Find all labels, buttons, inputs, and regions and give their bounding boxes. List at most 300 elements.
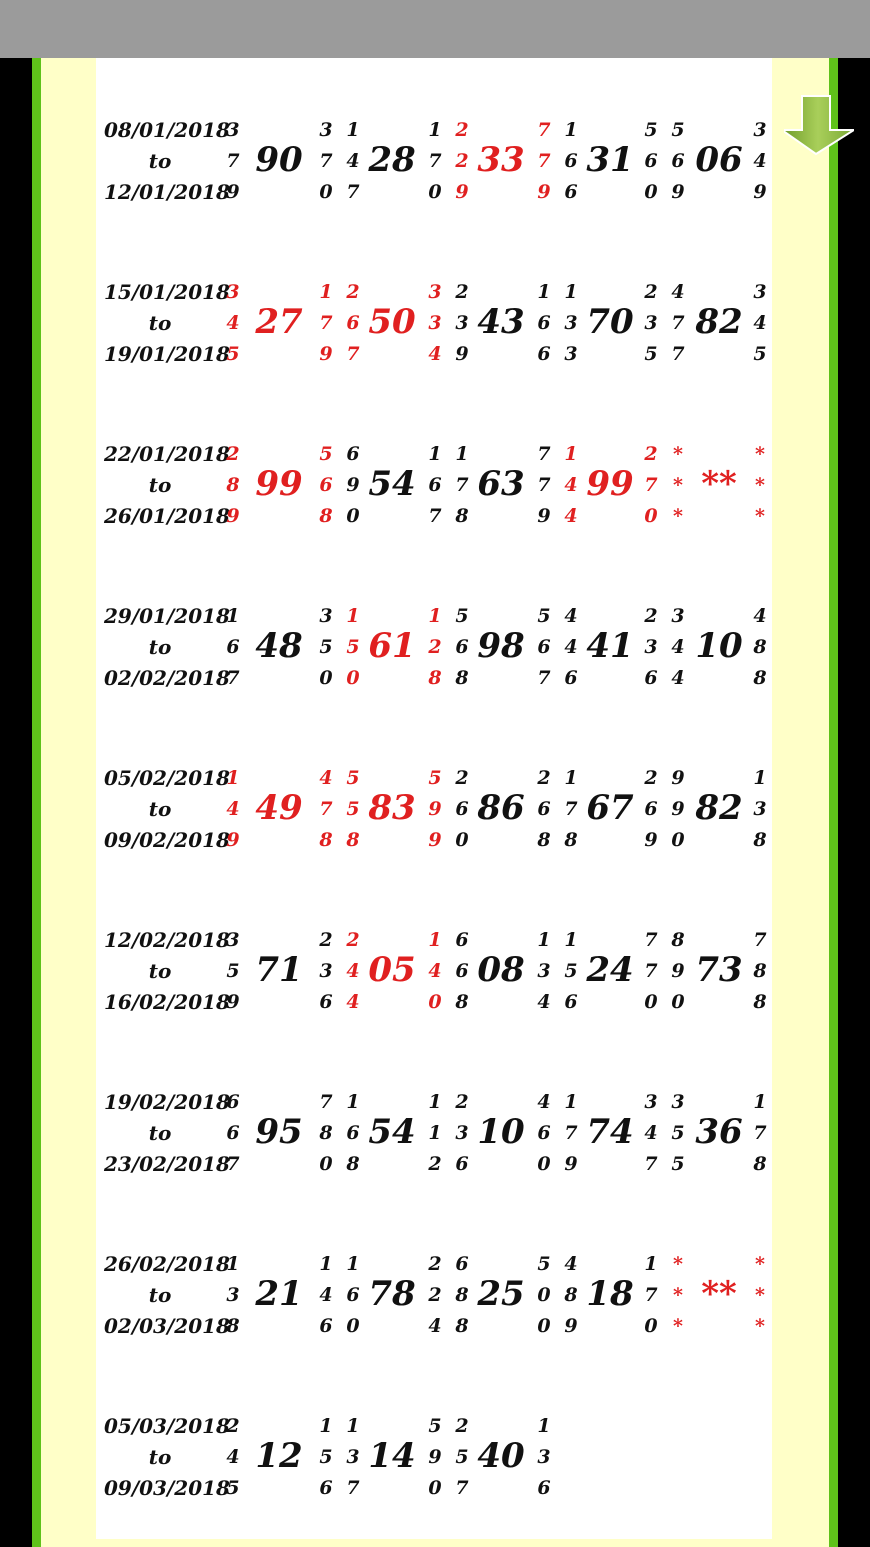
panna-digit: * [755,474,765,496]
panna-digit: 1 [428,605,442,627]
panna-digit: 4 [671,636,685,658]
panna-digit: 2 [455,767,469,789]
panna-digit: 4 [226,798,240,820]
date-to-label: to [148,797,172,821]
panna-digit: 4 [226,1446,240,1468]
jodi-number: 71 [255,950,303,990]
panna-digit: 9 [537,181,551,203]
panna-digit: 0 [428,1477,442,1499]
panna-digit: 7 [319,798,333,820]
panna-digit: 7 [226,667,240,689]
panna-digit: 6 [428,474,442,496]
panna-digit: 5 [753,343,767,365]
panna-digit: 4 [226,312,240,334]
panna-digit: 5 [428,767,442,789]
panna-digit: 6 [455,798,469,820]
panna-digit: 9 [753,181,767,203]
panna-digit: 2 [455,281,469,303]
panna-digit: 8 [753,636,767,658]
right-border [829,58,838,1547]
panna-digit: 8 [455,505,469,527]
panna-digit: 5 [346,767,360,789]
panna-digit: 6 [455,929,469,951]
date-to: 02/03/2018 [104,1314,230,1338]
jodi-number: 21 [255,1274,303,1314]
panna-digit: 3 [537,960,551,982]
panna-digit: 8 [455,667,469,689]
panna-digit: 2 [346,281,360,303]
jodi-number: 31 [586,140,634,180]
panna-digit: 3 [564,343,578,365]
panna-digit: 4 [564,605,578,627]
date-to-label: to [148,149,172,173]
panna-digit: * [673,1253,683,1275]
scroll-down-button[interactable] [784,94,854,156]
panna-digit: 3 [537,1446,551,1468]
date-from: 05/02/2018 [104,766,230,790]
jodi-number: 33 [477,140,525,180]
panna-digit: 7 [644,1284,658,1306]
date-to-label: to [148,1283,172,1307]
panna-digit: 6 [564,150,578,172]
jodi-number: 95 [255,1112,303,1152]
panna-digit: 6 [319,1315,333,1337]
panna-digit: 1 [428,1091,442,1113]
top-bar [0,0,870,58]
panna-digit: 8 [537,829,551,851]
panna-digit: 4 [753,605,767,627]
panna-digit: 3 [455,1122,469,1144]
panna-digit: 1 [428,119,442,141]
panna-digit: 2 [226,1415,240,1437]
panna-digit: 6 [537,1477,551,1499]
panna-digit: 8 [753,991,767,1013]
panna-digit: 4 [537,1091,551,1113]
panna-digit: 1 [346,119,360,141]
panna-digit: 6 [346,312,360,334]
panna-digit: * [673,1284,683,1306]
panna-digit: 2 [644,767,658,789]
panna-digit: 9 [346,474,360,496]
panna-digit: 4 [564,636,578,658]
date-to: 09/03/2018 [104,1476,230,1500]
panna-digit: 9 [455,343,469,365]
jodi-number: 98 [477,626,525,666]
jodi-number: 27 [255,302,303,342]
panna-digit: 8 [226,474,240,496]
panna-digit: 4 [428,343,442,365]
panna-digit: 6 [226,1091,240,1113]
jodi-number: 83 [368,788,416,828]
panna-digit: 1 [564,119,578,141]
panna-digit: 3 [428,312,442,334]
panna-digit: 7 [753,1122,767,1144]
jodi-number: 36 [695,1112,743,1152]
panna-digit: 4 [428,960,442,982]
panna-digit: 7 [537,443,551,465]
panna-digit: 7 [671,343,685,365]
jodi-number: 40 [477,1436,525,1476]
panna-digit: 7 [644,960,658,982]
panna-digit: 1 [428,929,442,951]
panna-digit: 4 [319,767,333,789]
panna-digit: * [673,474,683,496]
panna-digit: 0 [346,667,360,689]
date-to-label: to [148,959,172,983]
panna-digit: 9 [226,505,240,527]
panna-digit: 2 [428,636,442,658]
panna-digit: 5 [537,1253,551,1275]
jodi-number: 50 [368,302,416,342]
panna-digit: 7 [346,181,360,203]
panna-digit: 4 [319,1284,333,1306]
panna-digit: 2 [455,150,469,172]
panna-digit: 6 [564,181,578,203]
jodi-number: 10 [477,1112,525,1152]
panna-digit: 1 [564,281,578,303]
panna-digit: 9 [671,181,685,203]
jodi-number: 41 [586,626,634,666]
panna-digit: 0 [455,829,469,851]
panna-digit: 4 [346,150,360,172]
left-border [32,58,41,1547]
panna-digit: 3 [428,281,442,303]
panna-digit: 2 [428,1253,442,1275]
panna-digit: 5 [455,605,469,627]
panna-digit: 6 [644,150,658,172]
panna-digit: 8 [428,667,442,689]
panna-digit: 3 [753,281,767,303]
panna-digit: 5 [319,443,333,465]
panna-digit: 3 [671,605,685,627]
panna-digit: 2 [644,281,658,303]
panna-digit: * [673,505,683,527]
jodi-number: 73 [695,950,743,990]
date-from: 05/03/2018 [104,1414,230,1438]
date-to: 09/02/2018 [104,828,230,852]
jodi-number: 54 [368,464,416,504]
jodi-number: ** [701,464,737,504]
panna-digit: 6 [564,991,578,1013]
panna-digit: 0 [319,1153,333,1175]
panna-digit: 7 [319,150,333,172]
panna-digit: 5 [671,119,685,141]
panna-digit: * [755,443,765,465]
panna-digit: 3 [226,119,240,141]
panna-digit: 4 [671,281,685,303]
panna-digit: 9 [428,1446,442,1468]
date-from: 19/02/2018 [104,1090,230,1114]
panna-digit: 2 [455,1415,469,1437]
panna-digit: 7 [564,1122,578,1144]
panna-digit: 0 [428,991,442,1013]
panna-digit: 8 [319,505,333,527]
date-to: 26/01/2018 [104,504,230,528]
panna-digit: 1 [537,929,551,951]
panna-digit: 2 [537,767,551,789]
panna-digit: 8 [346,829,360,851]
panna-digit: 4 [671,667,685,689]
panna-digit: 1 [564,1091,578,1113]
panna-digit: 8 [564,1284,578,1306]
panna-digit: 9 [644,829,658,851]
jodi-number: 86 [477,788,525,828]
panna-digit: 6 [537,343,551,365]
panna-digit: 0 [346,505,360,527]
panna-digit: 3 [671,1091,685,1113]
panna-digit: 3 [455,312,469,334]
date-to: 23/02/2018 [104,1152,230,1176]
panna-digit: 1 [428,1122,442,1144]
date-to-label: to [148,311,172,335]
panna-digit: 9 [428,798,442,820]
jodi-number: 28 [368,140,416,180]
panna-digit: 8 [319,829,333,851]
panna-digit: 7 [644,1153,658,1175]
panna-digit: 0 [319,667,333,689]
jodi-number: 74 [586,1112,634,1152]
panna-digit: 2 [455,1091,469,1113]
panna-digit: 8 [753,960,767,982]
panna-digit: 9 [671,960,685,982]
date-from: 08/01/2018 [104,118,230,142]
panna-digit: 8 [753,829,767,851]
down-arrow-icon [784,94,854,156]
panna-digit: 7 [753,929,767,951]
jodi-number: 06 [695,140,743,180]
jodi-number: 25 [477,1274,525,1314]
panna-digit: 5 [226,1477,240,1499]
panna-digit: 7 [644,474,658,496]
panna-digit: * [755,1315,765,1337]
panna-digit: 8 [346,1153,360,1175]
panna-digit: 3 [644,636,658,658]
panna-digit: 6 [319,474,333,496]
jodi-number: 54 [368,1112,416,1152]
panna-digit: 8 [319,1122,333,1144]
jodi-number: 99 [586,464,634,504]
panna-digit: 2 [644,605,658,627]
panna-digit: 6 [644,667,658,689]
jodi-number: 67 [586,788,634,828]
panna-digit: 9 [226,991,240,1013]
panna-digit: 1 [226,767,240,789]
jodi-number: 99 [255,464,303,504]
date-to: 19/01/2018 [104,342,230,366]
panna-digit: 5 [564,960,578,982]
panna-digit: 9 [564,1315,578,1337]
panna-digit: 1 [428,443,442,465]
jodi-number: 10 [695,626,743,666]
panna-digit: 4 [564,1253,578,1275]
panna-digit: 4 [753,150,767,172]
panna-digit: 0 [346,1315,360,1337]
date-from: 15/01/2018 [104,280,230,304]
panna-digit: 5 [319,636,333,658]
panna-digit: 8 [753,1153,767,1175]
panna-digit: 1 [319,1253,333,1275]
panna-digit: 1 [455,443,469,465]
panna-digit: 1 [753,767,767,789]
panna-digit: 5 [346,798,360,820]
panna-digit: 7 [346,343,360,365]
panna-digit: 3 [226,281,240,303]
jodi-number: 90 [255,140,303,180]
panna-digit: 5 [226,343,240,365]
panna-digit: 6 [346,1122,360,1144]
panna-digit: 6 [644,798,658,820]
panna-digit: 9 [428,829,442,851]
jodi-number: 12 [255,1436,303,1476]
panna-digit: 7 [644,929,658,951]
jodi-number: 61 [368,626,416,666]
panna-digit: 3 [226,929,240,951]
panna-digit: 3 [564,312,578,334]
panna-digit: 8 [753,667,767,689]
panna-digit: 3 [319,960,333,982]
panna-digit: 5 [319,1446,333,1468]
jodi-number: 48 [255,626,303,666]
panna-digit: 2 [346,929,360,951]
panna-digit: 6 [226,1122,240,1144]
panna-digit: 0 [644,505,658,527]
panna-digit: 4 [428,1315,442,1337]
panna-digit: 7 [346,1477,360,1499]
panna-digit: 7 [428,505,442,527]
panna-digit: 3 [644,312,658,334]
panna-digit: 5 [644,343,658,365]
panna-digit: 1 [564,443,578,465]
panna-digit: 7 [226,150,240,172]
panna-digit: 7 [537,119,551,141]
panna-digit: 9 [671,798,685,820]
date-to-label: to [148,1121,172,1145]
date-from: 22/01/2018 [104,442,230,466]
panna-digit: 4 [346,991,360,1013]
panna-digit: 6 [455,1153,469,1175]
panna-digit: 6 [319,1477,333,1499]
panna-digit: 2 [319,929,333,951]
panna-digit: 7 [537,150,551,172]
panna-digit: 5 [226,960,240,982]
panna-digit: 9 [455,181,469,203]
panna-digit: 5 [644,119,658,141]
panna-digit: 1 [537,1415,551,1437]
panna-digit: 8 [455,1315,469,1337]
panna-digit: 7 [226,1153,240,1175]
panna-digit: 7 [455,474,469,496]
panna-digit: 1 [346,605,360,627]
panna-digit: 0 [537,1315,551,1337]
panna-digit: 7 [564,798,578,820]
panna-digit: 2 [428,1284,442,1306]
jodi-number: 18 [586,1274,634,1314]
panna-digit: 3 [644,1091,658,1113]
panna-digit: 1 [537,281,551,303]
panna-digit: 4 [753,312,767,334]
panna-digit: 0 [537,1284,551,1306]
panna-digit: 6 [537,312,551,334]
panna-digit: 4 [564,474,578,496]
jodi-number: 08 [477,950,525,990]
panna-digit: 7 [428,150,442,172]
panna-digit: 6 [226,636,240,658]
panna-digit: * [673,1315,683,1337]
panna-digit: 9 [537,505,551,527]
panna-digit: 4 [644,1122,658,1144]
panna-digit: 1 [644,1253,658,1275]
panna-digit: 6 [537,1122,551,1144]
date-to: 16/02/2018 [104,990,230,1014]
panna-digit: 6 [455,1253,469,1275]
panna-digit: 6 [455,960,469,982]
panna-digit: 6 [671,150,685,172]
panna-digit: 6 [564,667,578,689]
date-to-label: to [148,473,172,497]
panna-digit: 2 [226,443,240,465]
panna-digit: 8 [226,1315,240,1337]
panna-digit: 5 [671,1122,685,1144]
panna-digit: 3 [346,1446,360,1468]
panna-digit: 8 [564,829,578,851]
panna-digit: 6 [537,798,551,820]
panna-digit: 9 [226,181,240,203]
panna-digit: 9 [319,343,333,365]
panna-digit: 6 [346,1284,360,1306]
panna-digit: 0 [671,991,685,1013]
panna-digit: 1 [346,1253,360,1275]
panna-digit: 2 [644,443,658,465]
panna-digit: 1 [346,1415,360,1437]
jodi-number: 24 [586,950,634,990]
panna-digit: 3 [226,1284,240,1306]
panna-digit: * [755,1253,765,1275]
panna-digit: 9 [671,767,685,789]
date-to-label: to [148,635,172,659]
panna-digit: 2 [428,1153,442,1175]
panna-digit: 8 [455,991,469,1013]
panna-digit: 3 [319,119,333,141]
panna-digit: 3 [753,798,767,820]
panna-digit: 0 [428,181,442,203]
panna-digit: 1 [226,605,240,627]
panna-digit: * [755,505,765,527]
panna-digit: 5 [671,1153,685,1175]
panna-digit: 5 [428,1415,442,1437]
jodi-number: 82 [695,302,743,342]
jodi-number: 49 [255,788,303,828]
panna-digit: 6 [346,443,360,465]
panna-digit: 4 [346,960,360,982]
panna-digit: 7 [537,474,551,496]
panna-digit: 8 [671,929,685,951]
jodi-number: 82 [695,788,743,828]
panna-digit: 7 [319,1091,333,1113]
panna-digit: 1 [346,1091,360,1113]
panna-digit: 0 [644,1315,658,1337]
jodi-number: 63 [477,464,525,504]
panna-digit: 3 [753,119,767,141]
jodi-number: 05 [368,950,416,990]
panna-digit: * [673,443,683,465]
date-from: 12/02/2018 [104,928,230,952]
date-to: 02/02/2018 [104,666,230,690]
panna-digit: 6 [455,636,469,658]
panna-digit: 1 [564,929,578,951]
panna-digit: 6 [319,991,333,1013]
panna-digit: 4 [537,991,551,1013]
panna-digit: 0 [644,181,658,203]
